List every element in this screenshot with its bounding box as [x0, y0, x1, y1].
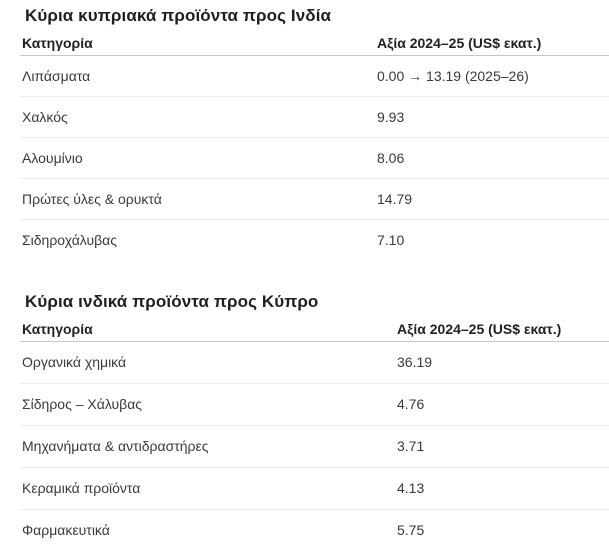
table-body — [20, 56, 609, 261]
value-cell: 4.13 — [395, 468, 609, 510]
value-cell: 0.00 → 13.19 (2025–26) — [375, 56, 609, 97]
table-row — [20, 510, 609, 552]
table-row — [20, 384, 609, 426]
value-cell: 5.75 — [397, 522, 425, 538]
value-cell: 14.79 — [375, 179, 609, 220]
category-cell: Κεραμικά προϊόντα — [20, 468, 395, 510]
cypriot-exports-table — [20, 34, 609, 260]
table-row — [20, 220, 609, 261]
category-cell: Οργανικά χημικά — [20, 342, 395, 384]
value-cell: 9.93 — [375, 97, 609, 138]
category-cell: Φαρμακευτικά — [22, 522, 110, 538]
table-body — [20, 342, 609, 552]
value-cell: 4.76 — [395, 384, 609, 426]
value-cell: 8.06 — [375, 138, 609, 179]
table-row — [20, 342, 609, 384]
table-row — [20, 138, 609, 179]
section-indian-exports-to-cyprus — [20, 292, 609, 551]
table-row — [20, 56, 609, 97]
value-cell: 7.10 — [377, 232, 405, 248]
section-title-indian-exports: Κύρια ινδικά προϊόντα προς Κύπρο — [25, 292, 319, 311]
value-cell: 3.71 — [395, 426, 609, 468]
trade-tables-page — [20, 6, 609, 551]
category-cell: Πρώτες ύλες & ορυκτά — [20, 179, 375, 220]
column-header-category: Κατηγορία — [20, 320, 395, 342]
category-cell: Μηχανήματα & αντιδραστήρες — [20, 426, 395, 468]
column-header-category: Κατηγορία — [20, 34, 375, 56]
table-row — [20, 97, 609, 138]
category-cell: Αλουμίνιο — [20, 138, 375, 179]
category-cell: Χαλκός — [20, 97, 375, 138]
table-row — [20, 426, 609, 468]
table-header-row — [20, 34, 609, 56]
section-cypriot-exports-to-india — [20, 6, 609, 260]
category-cell: Λιπάσματα — [20, 56, 375, 97]
column-header-value: Αξία 2024–25 (US$ εκατ.) — [375, 34, 609, 56]
value-cell: 36.19 — [395, 342, 609, 384]
table-header-row — [20, 320, 609, 342]
category-cell: Σίδηρος – Χάλυβας — [20, 384, 395, 426]
category-cell: Σιδηροχάλυβας — [22, 232, 117, 248]
section-title-cypriot-exports: Κύρια κυπριακά προϊόντα προς Ινδία — [25, 6, 332, 25]
table-row — [20, 179, 609, 220]
table-row — [20, 468, 609, 510]
column-header-value: Αξία 2024–25 (US$ εκατ.) — [395, 320, 609, 342]
indian-exports-table — [20, 320, 609, 551]
